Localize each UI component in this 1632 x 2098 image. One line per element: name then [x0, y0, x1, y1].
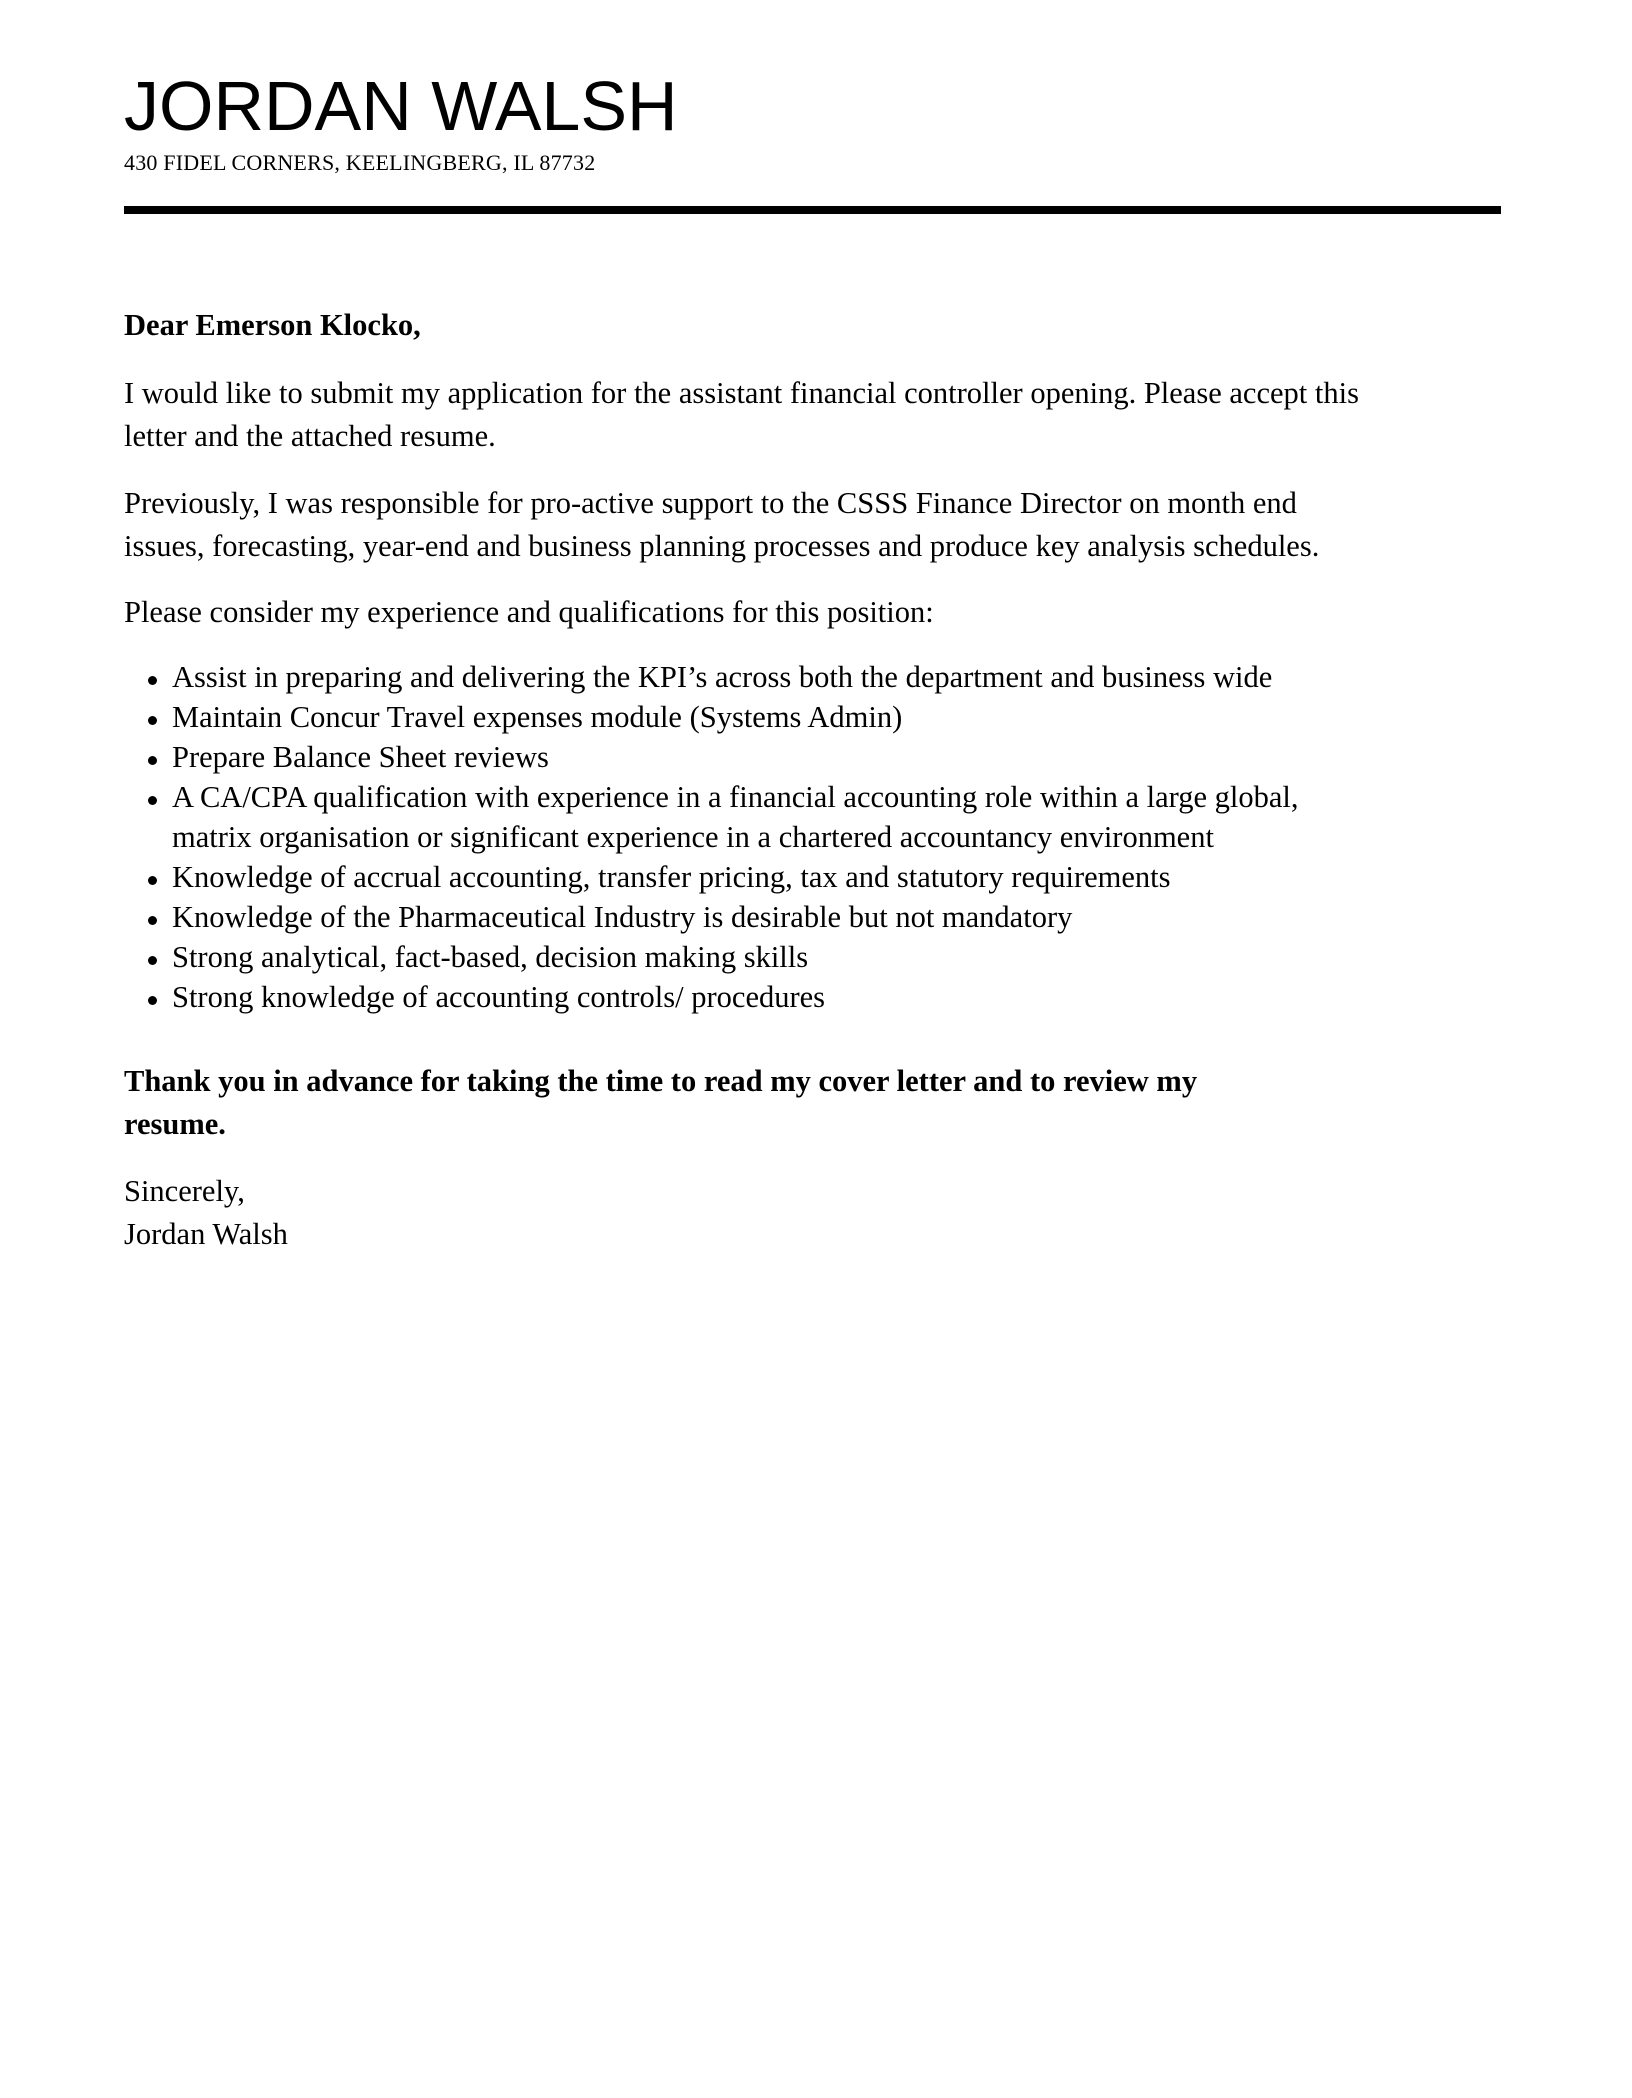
sign-off: Sincerely,	[124, 1174, 245, 1208]
bullet-icon	[148, 876, 157, 885]
signature: Jordan Walsh	[124, 1217, 288, 1251]
bullet-icon	[148, 996, 157, 1005]
applicant-name: JORDAN WALSH	[124, 67, 678, 145]
paragraph-line: Please consider my experience and qualifications for this position:	[124, 595, 934, 629]
bullet-icon	[148, 756, 157, 765]
list-item-text: Knowledge of accrual accounting, transfer pricing, tax and statutory requirements	[172, 860, 1171, 894]
list-item-text: Assist in preparing and delivering the KPI’s across both the department and business wide	[172, 660, 1273, 694]
bullet-icon	[148, 916, 157, 925]
greeting: Dear Emerson Klocko,	[124, 308, 421, 342]
closing-line: Thank you in advance for taking the time to read my cover letter and to review my	[124, 1064, 1198, 1098]
list-item-text: Maintain Concur Travel expenses module (Systems Admin)	[172, 700, 903, 734]
list-item-text: Strong analytical, fact-based, decision making skills	[172, 940, 809, 974]
list-item-text: matrix organisation or significant experience in a chartered accountancy environment	[172, 820, 1214, 854]
bullet-icon	[148, 716, 157, 725]
list-item-text: Knowledge of the Pharmaceutical Industry is desirable but not mandatory	[172, 900, 1073, 934]
paragraph-line: issues, forecasting, year-end and business planning processes and produce key analysis schedules.	[124, 529, 1320, 563]
paragraph-line: letter and the attached resume.	[124, 419, 496, 453]
paragraph-line: I would like to submit my application for the assistant financial controller opening. Please accept this	[124, 376, 1359, 410]
closing-line: resume.	[124, 1107, 226, 1141]
list-item-text: Strong knowledge of accounting controls/ procedures	[172, 980, 826, 1014]
applicant-address: 430 FIDEL CORNERS, KEELINGBERG, IL 87732	[124, 150, 596, 175]
list-item-text: Prepare Balance Sheet reviews	[172, 740, 549, 774]
list-item-text: A CA/CPA qualification with experience in a financial accounting role within a large global,	[172, 780, 1299, 814]
bullet-icon	[148, 796, 157, 805]
paragraph-line: Previously, I was responsible for pro-active support to the CSSS Finance Director on month end	[124, 486, 1297, 520]
bullet-icon	[148, 676, 157, 685]
bullet-icon	[148, 956, 157, 965]
header-divider	[124, 206, 1501, 214]
